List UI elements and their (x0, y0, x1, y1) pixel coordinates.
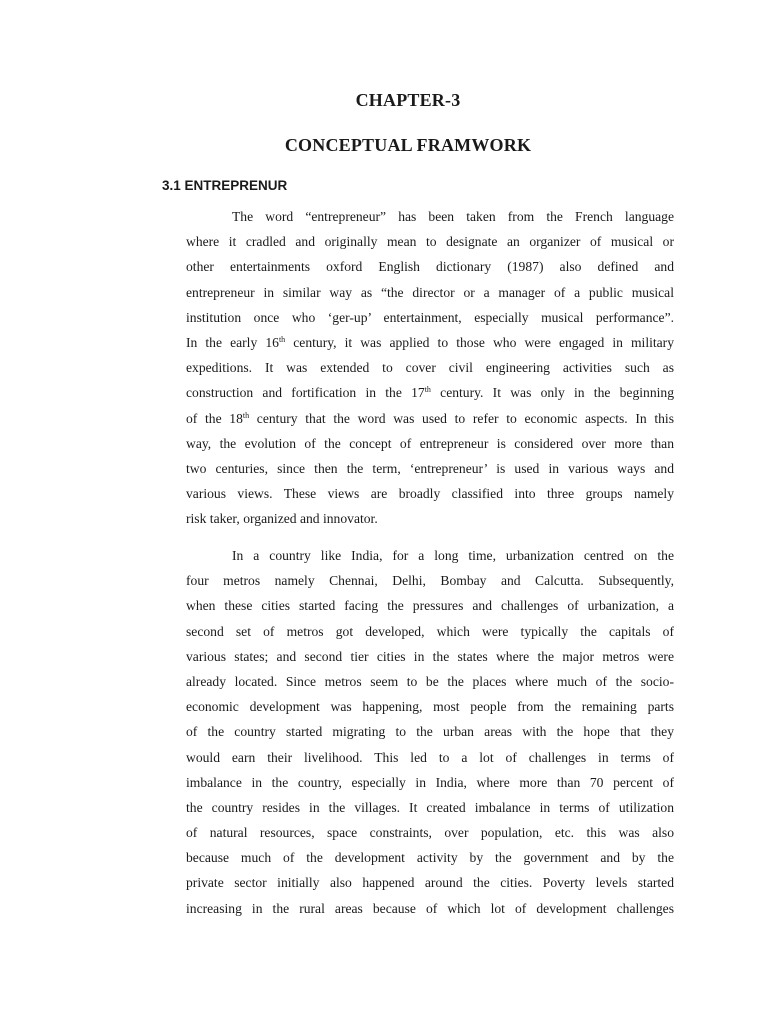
text-line: increasing in the rural areas because of which lot of development challenges (186, 900, 674, 916)
text-line: The word “entrepreneur” has been taken from the French language (232, 209, 674, 224)
text-line: expeditions. It was extended to cover civil engineering activities such as (186, 360, 674, 376)
text-line: private sector initially also happened around the cities. Poverty levels started (186, 875, 674, 891)
text-line: already located. Since metros seem to be the places where much of the socio- (186, 673, 674, 689)
text-line: where it cradled and originally mean to designate an organizer of musical or (186, 234, 674, 250)
text-line: imbalance in the country, especially in India, where more than 70 percent of (186, 774, 674, 790)
text-line: because much of the development activity by the government and by the (186, 850, 674, 866)
section-heading: 3.1 ENTREPRENUR (162, 178, 288, 193)
text-line: second set of metros got developed, which were typically the capitals of (186, 623, 674, 639)
text-line: of the 18th century that the word was used to refer to economic aspects. In this (186, 410, 674, 426)
chapter-title: CHAPTER-3 (355, 90, 461, 110)
text-line: other entertainments oxford English dictionary (1987) also defined and (186, 259, 674, 275)
text-line: four metros namely Chennai, Delhi, Bombay and Calcutta. Subsequently, (186, 573, 674, 589)
text-line: two centuries, since then the term, ‘entrepreneur’ is used in various ways and (186, 460, 674, 476)
text-line: entrepreneur in similar way as “the director or a manager of a public musical (186, 284, 674, 300)
text-line: institution once who ‘ger-up’ entertainment, especially musical performance”. (186, 309, 674, 325)
text-line: various views. These views are broadly classified into three groups namely (186, 486, 674, 502)
text-line: when these cities started facing the pressures and challenges of urbanization, a (186, 598, 674, 614)
paragraph-1 (186, 204, 674, 531)
text-line: various states; and second tier cities in the states where the major metros were (186, 648, 674, 664)
text-line: In a country like India, for a long time, urbanization centred on the (232, 548, 674, 563)
text-line: of the country started migrating to the urban areas with the hope that they (186, 724, 674, 740)
text-line: way, the evolution of the concept of entrepreneur is considered over more than (186, 435, 674, 451)
text-line: risk taker, organized and innovator. (186, 511, 378, 527)
text-line: would earn their livelihood. This led to a lot of challenges in terms of (186, 749, 674, 765)
text-line: construction and fortification in the 17th century. It was only in the beginning (186, 385, 675, 401)
paragraph-2 (186, 543, 674, 921)
text-line: of natural resources, space constraints, over population, etc. this was also (186, 825, 674, 841)
chapter-subtitle: CONCEPTUAL FRAMWORK (284, 135, 532, 155)
text-line: the country resides in the villages. It created imbalance in terms of utilization (186, 799, 674, 815)
text-line: In the early 16th century, it was applied to those who were engaged in military (186, 334, 675, 350)
text-line: economic development was happening, most people from the remaining parts (186, 699, 674, 715)
